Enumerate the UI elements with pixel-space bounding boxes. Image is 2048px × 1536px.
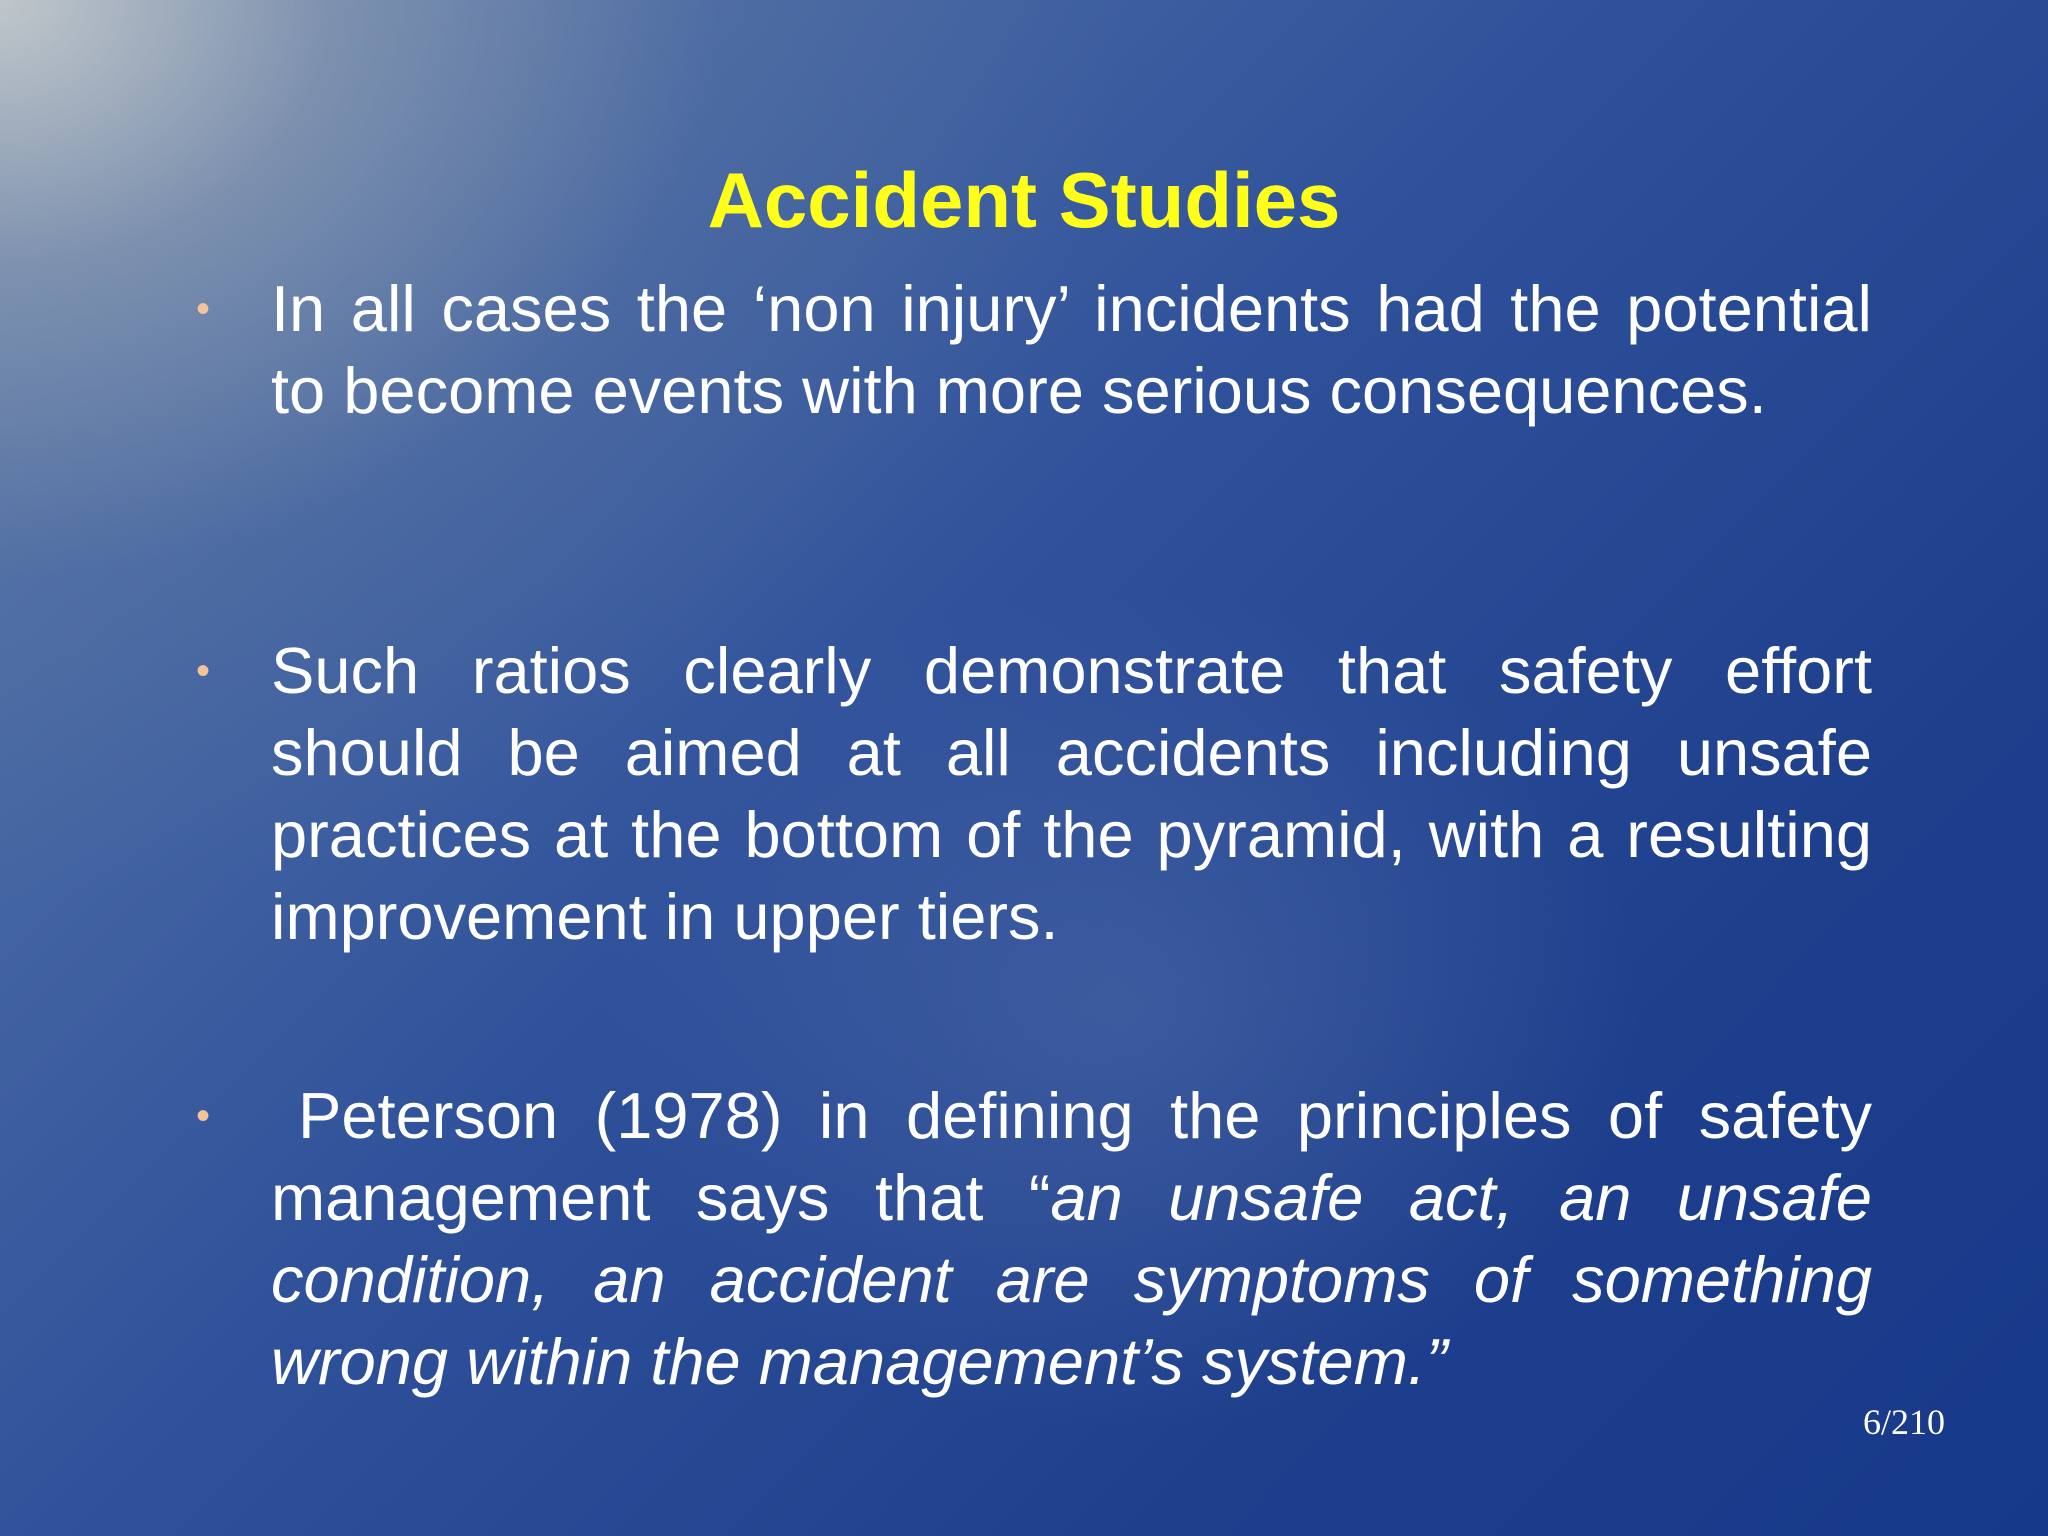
bullet-marker-icon: • [196, 649, 211, 693]
bullet-text-3-plain: Peterson (1978) in defining the principles of safety management says that “ [271, 1079, 1872, 1234]
bullet-text-3-quote: an unsafe act, an unsafe condition, an accident are symptoms of something wrong within the management’s system.” [271, 1161, 1872, 1398]
bullet-text-3 [271, 1075, 1872, 1403]
bullet-marker-icon: • [196, 1094, 211, 1138]
bullet-text-2: Such ratios clearly demonstrate that safety effort should be aimed at all accidents including unsafe practices at the bottom of the pyramid, with a resulting improvement in upper tiers. [271, 634, 1872, 953]
page-number: 6/210 [1862, 1402, 1945, 1442]
slide-title: Accident Studies [707, 156, 1341, 244]
bullet-marker-icon: • [196, 287, 211, 331]
bullet-text-1: In all cases the ‘non injury’ incidents had the potential to become events with more serious consequences. [271, 272, 1872, 427]
